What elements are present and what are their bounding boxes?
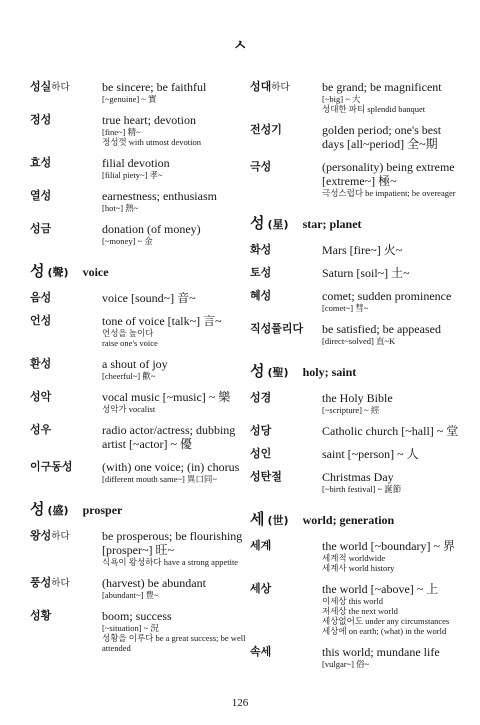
section-heading <box>30 498 248 519</box>
entry-etymology: [abundant~] 豊~ <box>102 590 159 600</box>
entry-example: 식욕이 왕성하다 have a strong appetite <box>102 557 239 567</box>
entry-headword <box>250 80 322 114</box>
entry-gloss: boom; success <box>102 609 172 623</box>
headword-text: 왕성 <box>30 529 52 542</box>
entry-headword <box>30 576 102 600</box>
headword-text: 성경 <box>250 391 272 404</box>
dictionary-entry <box>30 291 248 305</box>
entry-gloss: Christmas Day <box>322 470 394 484</box>
entry-example: 언성을 높이다 <box>102 328 154 338</box>
entry-body <box>102 189 248 213</box>
entry-body <box>322 539 460 573</box>
entry-example: 정성껏 with utmost devotion <box>102 137 202 147</box>
dictionary-entry <box>250 243 460 257</box>
entry-body <box>102 156 248 180</box>
entry-example: 세계적 worldwide <box>322 553 386 563</box>
headword-text: 효성 <box>30 156 52 169</box>
entry-gloss: Catholic church [~hall] ~ 堂 <box>322 424 459 438</box>
entry-headword <box>250 470 322 494</box>
entry-body <box>102 291 248 305</box>
entry-headword <box>250 645 322 669</box>
entry-gloss: donation (of money) <box>102 222 201 236</box>
entry-headword <box>30 390 102 414</box>
entry-example: 이세상 this world <box>322 596 383 606</box>
entry-example: 성황을 이루다 be a great success; be well attended <box>102 633 246 653</box>
section-heading <box>250 508 460 529</box>
entry-headword <box>250 424 322 438</box>
headword-text: 환성 <box>30 357 52 370</box>
entry-gloss: be sincere; be faithful <box>102 80 207 94</box>
entry-example: 성대한 파티 splendid banquet <box>322 104 426 114</box>
entry-etymology: [~money] ~ 金 <box>102 236 153 246</box>
headword-text: 극성 <box>250 160 272 173</box>
entry-body <box>322 322 460 346</box>
entry-etymology: [vulgar~] 俗~ <box>322 659 370 669</box>
headword-text: 토성 <box>250 266 272 279</box>
entry-headword <box>250 160 322 198</box>
entry-gloss: earnestness; enthusiasm <box>102 189 217 203</box>
section-gloss: holy; saint <box>302 365 357 379</box>
dictionary-entry <box>30 80 248 104</box>
entry-body <box>102 529 248 567</box>
dictionary-entry <box>250 645 460 669</box>
left-column <box>30 80 248 662</box>
headword-suffix: 하다 <box>271 82 290 93</box>
entry-etymology: [~birth festival] ~ 誕節 <box>322 484 402 494</box>
entry-body <box>322 424 460 438</box>
headword-suffix: 하다 <box>51 82 70 93</box>
entry-etymology: [cheerful~] 歡~ <box>102 371 156 381</box>
entry-headword <box>30 609 102 653</box>
entry-etymology: [~situation] ~ 況 <box>102 623 159 633</box>
entry-example: 성악가 vocalist <box>102 404 156 414</box>
dictionary-entry <box>30 189 248 213</box>
entry-example: raise one's voice <box>102 338 158 348</box>
entry-gloss: radio actor/actress; dubbing artist [~actor] ~ 優 <box>102 423 236 451</box>
headword-text: 성악 <box>30 390 52 403</box>
entry-body <box>322 123 460 151</box>
dictionary-entry <box>30 390 248 414</box>
entry-gloss: Saturn [soil~] 土~ <box>322 266 410 280</box>
section-heading <box>250 212 460 233</box>
entry-etymology: [filial piety~] 孝~ <box>102 170 163 180</box>
entry-headword <box>250 289 322 313</box>
dictionary-entry <box>30 222 248 246</box>
entry-example: 세상에 on earth; (what) in the world <box>322 626 447 636</box>
entry-gloss: Mars [fire~] 火~ <box>322 243 403 257</box>
entry-etymology: [different mouth same~] 異口同~ <box>102 474 218 484</box>
dictionary-entry <box>30 460 248 484</box>
entry-headword <box>250 123 322 151</box>
headword-text: 성황 <box>30 609 52 622</box>
entry-etymology: [~scripture] ~ 經 <box>322 405 380 415</box>
entry-body <box>102 576 248 600</box>
headword-text: 속세 <box>250 645 272 658</box>
dictionary-entry <box>30 576 248 600</box>
dictionary-entry <box>250 470 460 494</box>
entry-headword <box>30 156 102 180</box>
section-syllable: 성 <box>30 262 45 280</box>
section-hanja: (世) <box>267 514 289 527</box>
entry-body <box>102 80 248 104</box>
entry-body <box>322 582 460 636</box>
entry-headword <box>250 447 322 461</box>
entry-headword <box>30 113 102 147</box>
dictionary-entry <box>30 314 248 348</box>
headword-text: 정성 <box>30 113 52 126</box>
dictionary-entry <box>30 113 248 147</box>
entry-etymology: [~big] ~ 大 <box>322 94 361 104</box>
dictionary-entry <box>250 289 460 313</box>
entry-body <box>102 222 248 246</box>
entry-headword <box>30 189 102 213</box>
section-syllable: 성 <box>250 362 265 380</box>
section-heading <box>30 260 248 281</box>
dictionary-entry <box>30 609 248 653</box>
section-gloss: voice <box>82 265 109 279</box>
entry-body <box>102 357 248 381</box>
headword-text: 성탄절 <box>250 470 282 483</box>
section-syllable: 성 <box>30 500 45 518</box>
section-syllable: 성 <box>250 214 265 232</box>
entry-etymology: [fine~] 精~ <box>102 127 141 137</box>
dictionary-entry <box>30 357 248 381</box>
headword-text: 세상 <box>250 582 272 595</box>
section-hanja: (盛) <box>47 504 69 517</box>
entry-body <box>322 289 460 313</box>
dictionary-entry <box>250 160 460 198</box>
entry-etymology: [hot~] 熱~ <box>102 203 139 213</box>
entry-gloss: tone of voice [talk~] 言~ <box>102 314 222 328</box>
entry-body <box>102 460 248 484</box>
entry-body <box>322 645 460 669</box>
entry-gloss: vocal music [~music] ~ 樂 <box>102 390 231 404</box>
section-gloss: prosper <box>82 503 123 517</box>
headword-suffix: 하다 <box>51 578 70 589</box>
section-gloss: star; planet <box>302 217 362 231</box>
entry-gloss: golden period; one's best days [all~period] 全~期 <box>322 123 442 151</box>
headword-text: 혜성 <box>250 289 272 302</box>
dictionary-entry <box>250 391 460 415</box>
entry-headword <box>30 80 102 104</box>
entry-gloss: be prosperous; be flourishing [prosper~] 旺~ <box>102 529 243 557</box>
entry-example: 극성스럽다 be impatient; be overeager <box>322 188 456 198</box>
entry-headword <box>250 582 322 636</box>
entry-gloss: be grand; be magnificent <box>322 80 442 94</box>
entry-gloss: (with) one voice; (in) chorus <box>102 460 240 474</box>
headword-text: 성인 <box>250 447 272 460</box>
entry-body <box>102 390 248 414</box>
entry-etymology: [direct~solved] 直~K <box>322 336 396 346</box>
entry-body <box>322 266 460 280</box>
dictionary-entry <box>250 80 460 114</box>
section-hanja: (聲) <box>47 266 69 279</box>
entry-gloss: (personality) being extreme [extreme~] 極~ <box>322 160 455 188</box>
headword-text: 성우 <box>30 423 52 436</box>
headword-text: 성실 <box>30 80 52 93</box>
entry-headword <box>30 423 102 451</box>
entry-gloss: the world [~boundary] ~ 界 <box>322 539 455 553</box>
section-hanja: (星) <box>267 218 289 231</box>
entry-body <box>322 447 460 461</box>
entry-body <box>322 470 460 494</box>
entry-headword <box>250 391 322 415</box>
entry-gloss: true heart; devotion <box>102 113 196 127</box>
headword-text: 열성 <box>30 189 52 202</box>
entry-etymology: [~genuine] ~ 實 <box>102 94 157 104</box>
dictionary-entry <box>250 447 460 461</box>
entry-etymology: [comet~] 彗~ <box>322 303 369 313</box>
entry-headword <box>250 243 322 257</box>
headword-text: 성대 <box>250 80 272 93</box>
dictionary-entry <box>30 423 248 451</box>
entry-headword <box>250 266 322 280</box>
dictionary-entry <box>30 529 248 567</box>
entry-gloss: the Holy Bible <box>322 391 393 405</box>
entry-gloss: be satisfied; be appeased <box>322 322 441 336</box>
entry-headword <box>30 222 102 246</box>
entry-headword <box>30 460 102 484</box>
entry-gloss: voice [sound~] 音~ <box>102 291 196 305</box>
entry-headword <box>30 314 102 348</box>
headword-text: 화성 <box>250 243 272 256</box>
entry-example: 세상없어도 under any circumstances <box>322 616 450 626</box>
entry-headword <box>250 539 322 573</box>
dictionary-entry <box>250 322 460 346</box>
entry-headword <box>30 357 102 381</box>
dictionary-entry <box>30 156 248 180</box>
entry-gloss: a shout of joy <box>102 357 168 371</box>
section-gloss: world; generation <box>302 513 395 527</box>
headword-text: 직성풀리다 <box>250 322 304 335</box>
headword-text: 성당 <box>250 424 272 437</box>
dictionary-entry <box>250 582 460 636</box>
entry-body <box>322 160 460 198</box>
entry-gloss: the world [~above] ~ 上 <box>322 582 439 596</box>
entry-headword <box>30 529 102 567</box>
entry-body <box>102 314 248 348</box>
headword-text: 세계 <box>250 539 272 552</box>
page-number: 126 <box>231 697 249 709</box>
section-heading <box>250 360 460 381</box>
entry-body <box>102 113 248 147</box>
entry-gloss: this world; mundane life <box>322 645 440 659</box>
entry-headword <box>30 291 102 305</box>
dictionary-entry <box>250 539 460 573</box>
entry-body <box>322 243 460 257</box>
entry-gloss: (harvest) be abundant <box>102 576 206 590</box>
dictionary-entry <box>250 424 460 438</box>
entry-example: 세계사 world history <box>322 563 395 573</box>
headword-suffix: 하다 <box>51 531 70 542</box>
headword-text: 풍성 <box>30 576 52 589</box>
headword-text: 음성 <box>30 291 52 304</box>
entry-body <box>322 391 460 415</box>
dictionary-entry <box>250 123 460 151</box>
headword-text: 언성 <box>30 314 52 327</box>
entry-example: 저세상 the next world <box>322 606 398 616</box>
dictionary-entry <box>250 266 460 280</box>
section-syllable: 세 <box>250 510 265 528</box>
entry-gloss: filial devotion <box>102 156 170 170</box>
headword-text: 이구동성 <box>30 460 73 473</box>
right-column <box>250 80 460 678</box>
headword-text: 전성기 <box>250 123 282 136</box>
entry-body <box>102 609 248 653</box>
section-hanja: (聖) <box>267 366 289 379</box>
entry-gloss: saint [~person] ~ 人 <box>322 447 419 461</box>
entry-headword <box>250 322 322 346</box>
entry-body <box>322 80 460 114</box>
entry-body <box>102 423 248 451</box>
entry-gloss: comet; sudden prominence <box>322 289 452 303</box>
headword-text: 성금 <box>30 222 52 235</box>
section-letter-header: ㅅ <box>232 36 248 54</box>
